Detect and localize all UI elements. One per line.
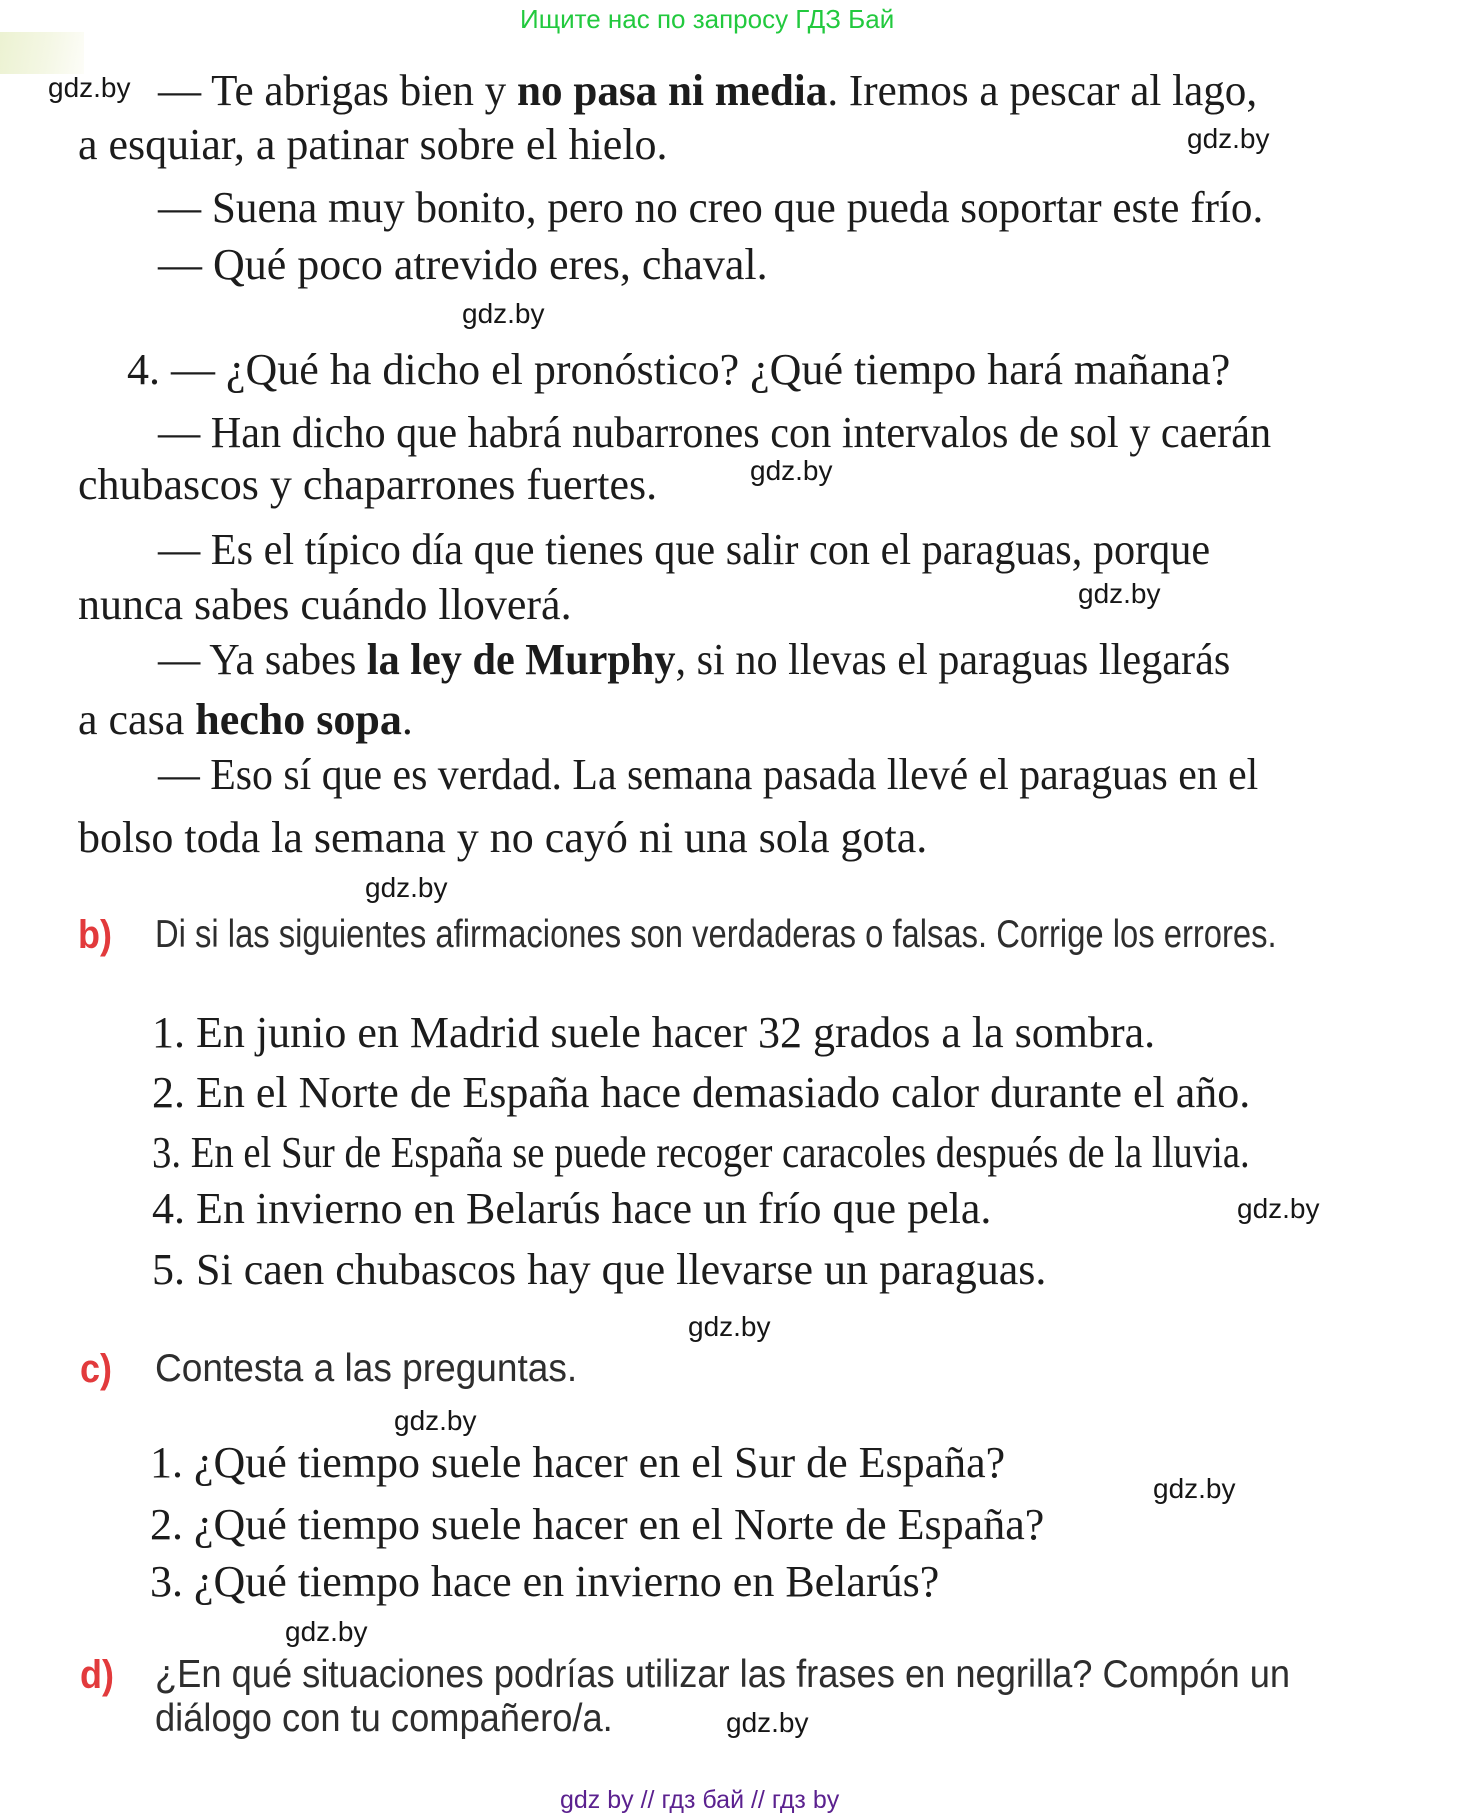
dialogue-bold-phrase: no pasa ni media <box>517 66 828 115</box>
gdz-watermark: gdz.by <box>462 298 545 329</box>
dialogue-text: — Qué poco atrevido eres, chaval. <box>158 240 768 289</box>
dialogue-text: — Te abrigas bien y <box>158 66 518 115</box>
question-item: 3. ¿Qué tiempo hace en invierno en Belarús? <box>150 1557 940 1606</box>
dialogue-line <box>78 696 413 744</box>
statement-item: 2. En el Norte de España hace demasiado calor durante el año. <box>152 1068 1251 1117</box>
dialogue-line <box>158 526 1210 574</box>
dialogue-text: chubascos y chaparrones fuertes. <box>78 460 658 509</box>
dialogue-line <box>158 751 1258 799</box>
dialogue-text: nunca sabes cuándo lloverá. <box>78 580 572 629</box>
dialogue-bold-phrase: la ley de Murphy <box>366 635 676 684</box>
section-c-label: c) <box>80 1347 113 1391</box>
statement-item: 3. En el Sur de España se puede recoger caracoles después de la lluvia. <box>152 1128 1250 1177</box>
dialogue-line <box>127 346 1230 394</box>
gdz-watermark: gdz.by <box>48 72 131 103</box>
section-c-instruction: Contesta a las preguntas. <box>155 1347 578 1390</box>
section-b-label: b) <box>78 913 112 957</box>
dialogue-line <box>158 184 1263 232</box>
statement-item: 4. En invierno en Belarús hace un frío que pela. <box>152 1184 992 1233</box>
dialogue-text: . Iremos a pescar al lago, <box>827 66 1258 115</box>
dialogue-text: , si no llevas el paraguas llegarás <box>675 635 1231 684</box>
dialogue-text: . <box>401 695 413 744</box>
gdz-watermark: gdz.by <box>1237 1193 1320 1224</box>
section-d-instruction-line1: ¿En qué situaciones podrías utilizar las frases en negrilla? Compón un <box>155 1653 1291 1696</box>
dialogue-text: bolso toda la semana y no cayó ni una sola gota. <box>78 813 928 862</box>
dialogue-text: — Es el típico día que tienes que salir con el paraguas, porque <box>158 525 1211 574</box>
dialogue-text: — Eso sí que es verdad. La semana pasada llevé el paraguas en el <box>158 750 1259 799</box>
dialogue-text: a casa <box>78 695 196 744</box>
gdz-watermark: gdz.by <box>1078 578 1161 609</box>
section-b-instruction: Di si las siguientes afirmaciones son verdaderas o falsas. Corrige los errores. <box>155 913 1277 956</box>
gdz-watermark: gdz.by <box>285 1616 368 1647</box>
statement-item: 1. En junio en Madrid suele hacer 32 grados a la sombra. <box>152 1008 1156 1057</box>
dialogue-line <box>158 409 1271 457</box>
gdz-watermark: gdz.by <box>394 1405 477 1436</box>
dialogue-line <box>78 581 572 629</box>
dialogue-text: a esquiar, a patinar sobre el hielo. <box>78 120 668 169</box>
gdz-watermark: gdz.by <box>726 1707 809 1738</box>
footer-site-text: gdz by // гдз бай // гдз by <box>560 1786 840 1814</box>
dialogue-line <box>78 121 668 169</box>
site-promo-text: Ищите нас по запросу ГДЗ Бай <box>520 4 895 34</box>
gdz-watermark: gdz.by <box>750 455 833 486</box>
gdz-watermark: gdz.by <box>1153 1473 1236 1504</box>
dialogue-text: 4. — ¿Qué ha dicho el pronóstico? ¿Qué tiempo hará mañana? <box>127 345 1231 394</box>
dialogue-line <box>158 241 768 289</box>
gdz-watermark: gdz.by <box>1187 123 1270 154</box>
question-item: 2. ¿Qué tiempo suele hacer en el Norte de España? <box>150 1500 1045 1549</box>
gdz-watermark: gdz.by <box>365 872 448 903</box>
gdz-watermark: gdz.by <box>688 1311 771 1342</box>
section-d-label: d) <box>80 1653 114 1697</box>
statement-item: 5. Si caen chubascos hay que llevarse un paraguas. <box>152 1245 1047 1294</box>
dialogue-text: — Suena muy bonito, pero no creo que pueda soportar este frío. <box>158 183 1264 232</box>
section-d-instruction-line2: diálogo con tu compañero/a. <box>155 1697 613 1740</box>
dialogue-line <box>78 814 927 862</box>
corner-highlight <box>0 32 84 74</box>
dialogue-text: — Han dicho que habrá nubarrones con intervalos de sol y caerán <box>158 408 1272 457</box>
question-item: 1. ¿Qué tiempo suele hacer en el Sur de España? <box>150 1438 1006 1487</box>
dialogue-line <box>78 461 657 509</box>
dialogue-bold-phrase: hecho sopa <box>195 695 402 744</box>
dialogue-line <box>158 636 1230 684</box>
dialogue-line <box>158 67 1257 115</box>
dialogue-text: — Ya sabes <box>158 635 367 684</box>
